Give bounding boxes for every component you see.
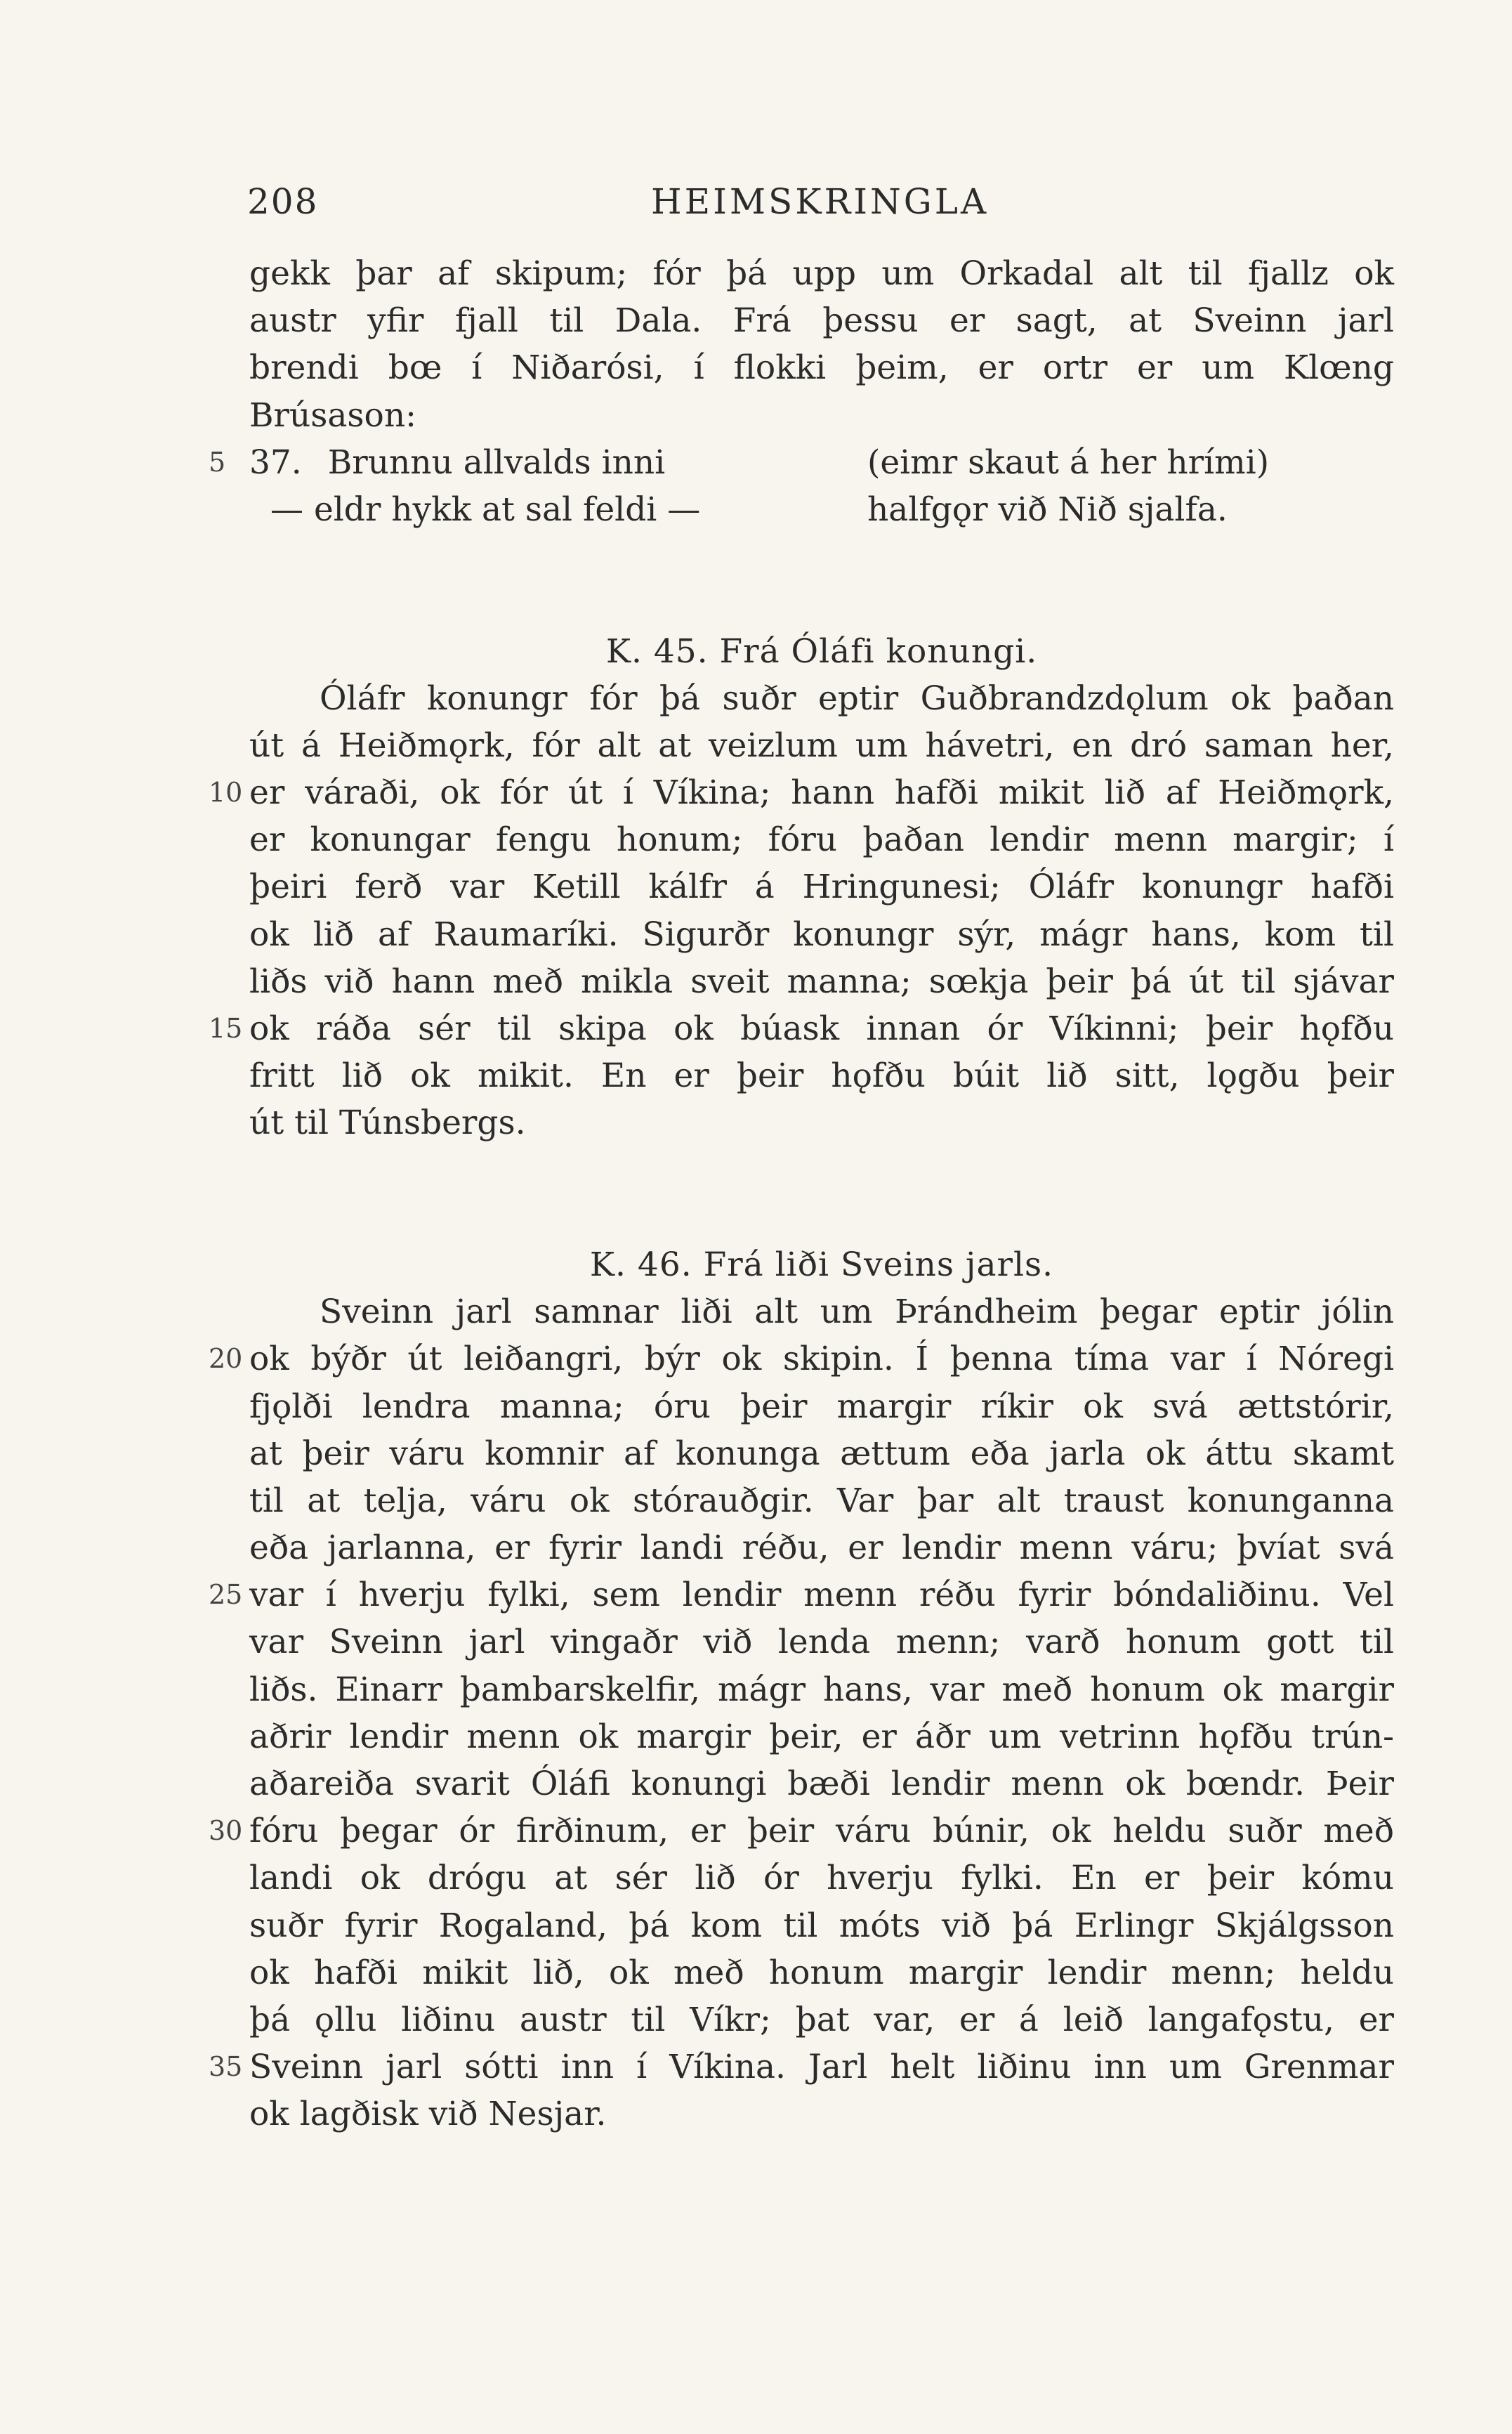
text-line bbox=[249, 2091, 1394, 2138]
line-text: at þeir váru komnir af konunga ættum eða jarla ok áttu skamt bbox=[249, 1434, 1394, 1473]
line-text: aðrir lendir menn ok margir þeir, er áðr um vetrinn hǫfðu trún- bbox=[249, 1717, 1394, 1756]
text-line bbox=[249, 863, 1394, 910]
page-header bbox=[247, 181, 1385, 230]
verse-left: — eldr hykk at sal feldi — bbox=[270, 490, 701, 529]
text-line bbox=[249, 1430, 1394, 1477]
chapter-heading: K. 45. Frá Óláfi konungi. bbox=[605, 632, 1038, 671]
text-line: gekk þar af skipum; fór þá upp um Orkadal alt til fjallz ok bbox=[249, 254, 1394, 293]
text-line bbox=[209, 769, 1394, 816]
line-text: ok hafði mikit lið, ok með honum margir lendir menn; heldu bbox=[249, 1953, 1394, 1992]
text-line bbox=[249, 1618, 1394, 1666]
line-text: ok býðr út leiðangri, býr ok skipin. Í þenna tíma var í Nóregi bbox=[249, 1340, 1394, 1379]
text-line bbox=[249, 675, 1394, 722]
text-line: Brúsason: bbox=[249, 395, 416, 435]
line-number: 15 bbox=[209, 1013, 243, 1045]
line-number: 10 bbox=[209, 777, 243, 809]
text-line bbox=[249, 1666, 1394, 1713]
text-line bbox=[249, 722, 1394, 769]
text-line bbox=[209, 1335, 1394, 1382]
line-text: Óláfr konungr fór þá suðr eptir Guðbrandzdǫlum ok þaðan bbox=[320, 679, 1394, 718]
text-line bbox=[249, 1996, 1394, 2043]
line-text: Sveinn jarl sótti inn í Víkina. Jarl helt liðinu inn um Grenmar bbox=[249, 2048, 1394, 2087]
text-line bbox=[249, 1760, 1394, 1807]
line-text: var Sveinn jarl vingaðr við lenda menn; varð honum gott til bbox=[249, 1623, 1394, 1662]
line-number: 5 bbox=[209, 446, 226, 478]
line-text: Sveinn jarl samnar liði alt um Þrándheim þegar eptir jólin bbox=[320, 1293, 1394, 1332]
text-line bbox=[249, 958, 1394, 1005]
line-text: liðs við hann með mikla sveit manna; sœkja þeir þá út til sjávar bbox=[249, 962, 1394, 1001]
line-text: var í hverju fylki, sem lendir menn réðu fyrir bóndaliðinu. Vel bbox=[249, 1576, 1394, 1615]
chapter-heading: K. 46. Frá liði Sveins jarls. bbox=[589, 1245, 1054, 1284]
line-text: ok ráða sér til skipa ok búask innan ór Víkinni; þeir hǫfðu bbox=[249, 1009, 1394, 1049]
chapter-45 bbox=[209, 675, 1394, 1147]
line-text: eða jarlanna, er fyrir landi réðu, er lendir menn váru; þvíat svá bbox=[249, 1529, 1394, 1568]
line-text: fjǫlði lendra manna; óru þeir margir ríkir ok svá ættstórir, bbox=[249, 1387, 1394, 1426]
verse-line bbox=[209, 439, 1394, 486]
line-text: suðr fyrir Rogaland, þá kom til móts við þá Erlingr Skjálgsson bbox=[249, 1906, 1394, 1945]
line-text: þeiri ferð var Ketill kálfr á Hringunesi; Óláfr konungr hafði bbox=[249, 868, 1394, 907]
verse-right: (eimr skaut á her hrími) bbox=[867, 443, 1270, 482]
verse-right: halfgǫr við Nið sjalfa. bbox=[867, 490, 1228, 529]
text-line bbox=[249, 1949, 1394, 1996]
text-line bbox=[249, 1477, 1394, 1524]
text-line bbox=[249, 911, 1394, 958]
line-text: ok lagðisk við Nesjar. bbox=[249, 2095, 607, 2134]
line-text: er konungar fengu honum; fóru þaðan lendir menn margir; í bbox=[249, 820, 1394, 860]
chapter-46 bbox=[209, 1288, 1394, 2138]
verse-number: 37. bbox=[249, 443, 302, 482]
text-line bbox=[209, 2043, 1394, 2091]
text-line bbox=[249, 1854, 1394, 1902]
text-line: brendi bœ í Niðarósi, í flokki þeim, er ortr er um Klœng bbox=[249, 348, 1394, 388]
line-text: til at telja, váru ok stórauðgir. Var þar alt traust konunganna bbox=[249, 1481, 1394, 1520]
line-text: aðareiða svarit Óláfi konungi bæði lendir menn ok bœndr. Þeir bbox=[249, 1765, 1394, 1804]
text-line bbox=[249, 1383, 1394, 1430]
line-text: er váraði, ok fór út í Víkina; hann hafði mikit lið af Heiðmǫrk, bbox=[249, 773, 1394, 813]
text-line bbox=[209, 1005, 1394, 1052]
line-text: þá ǫllu liðinu austr til Víkr; þat var, er á leið langafǫstu, er bbox=[249, 2000, 1394, 2039]
line-text: ok lið af Raumaríki. Sigurðr konungr sýr, mágr hans, kom til bbox=[249, 915, 1394, 954]
text-line bbox=[209, 1807, 1394, 1854]
line-text: fritt lið ok mikit. En er þeir hǫfðu búit lið sitt, lǫgðu þeir bbox=[249, 1056, 1394, 1096]
line-text: fóru þegar ór firðinum, er þeir váru búnir, ok heldu suðr með bbox=[249, 1812, 1394, 1851]
page-number: 208 bbox=[247, 181, 319, 222]
line-number: 25 bbox=[209, 1579, 243, 1611]
line-number: 35 bbox=[209, 2051, 243, 2083]
line-number: 30 bbox=[209, 1815, 243, 1847]
verse-line bbox=[249, 486, 1394, 533]
body-text bbox=[209, 250, 1394, 2138]
text-line: austr yfir fjall til Dala. Frá þessu er sagt, at Sveinn jarl bbox=[249, 301, 1394, 341]
line-number: 20 bbox=[209, 1343, 243, 1375]
text-line bbox=[209, 1571, 1394, 1618]
running-head: HEIMSKRINGLA bbox=[651, 181, 990, 222]
line-text: út á Heiðmǫrk, fór alt at veizlum um hávetri, en dró saman her, bbox=[249, 726, 1394, 765]
text-line bbox=[249, 1288, 1394, 1335]
text-line bbox=[249, 1524, 1394, 1571]
text-line bbox=[249, 1099, 1394, 1146]
text-line bbox=[249, 816, 1394, 863]
text-line bbox=[249, 1713, 1394, 1760]
line-text: út til Túnsbergs. bbox=[249, 1104, 526, 1143]
text-line bbox=[249, 1052, 1394, 1099]
verse-left bbox=[249, 439, 665, 486]
line-text: liðs. Einarr þambarskelfir, mágr hans, var með honum ok margir bbox=[249, 1670, 1394, 1709]
line-text: landi ok drógu at sér lið ór hverju fylki. En er þeir kómu bbox=[249, 1859, 1394, 1898]
text-line bbox=[249, 1902, 1394, 1949]
verse-text: Brunnu allvalds inni bbox=[327, 443, 666, 482]
